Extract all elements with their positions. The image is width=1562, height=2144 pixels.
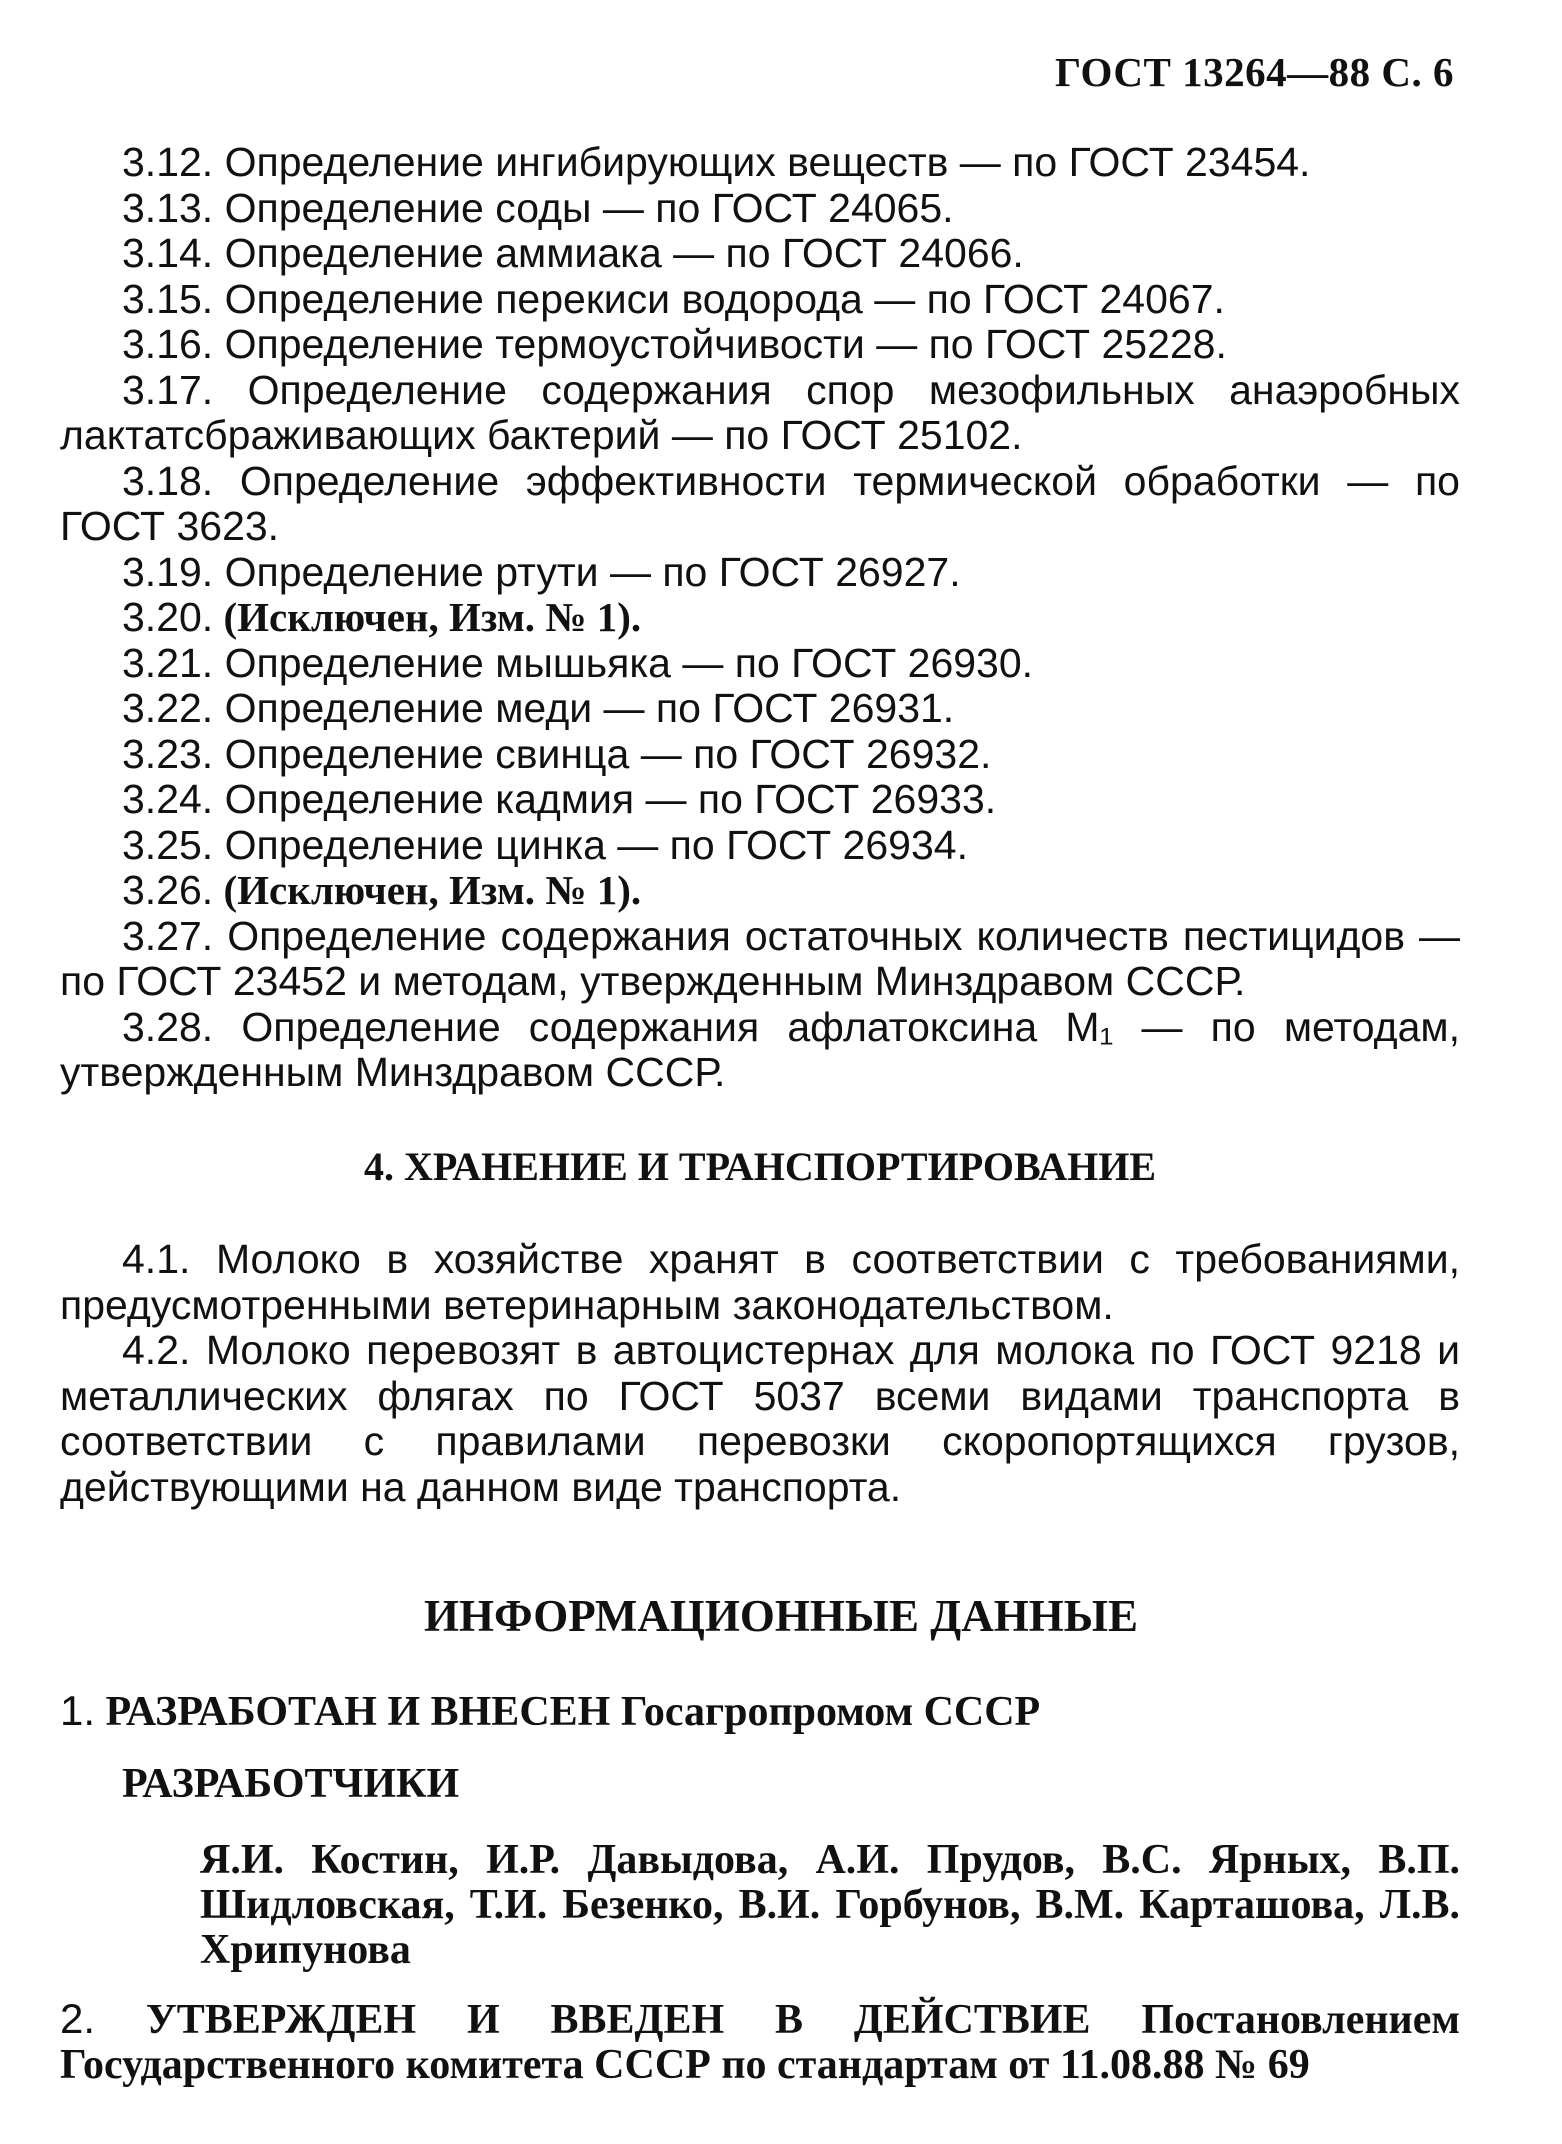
item-number: 3.13.: [122, 184, 214, 231]
item-text: Определение содержания афлатоксина М₁ — по методам, утвержденным Минздравом СССР.: [60, 1003, 1460, 1095]
item-number: 3.28.: [122, 1003, 214, 1050]
item-3-22: [60, 686, 1460, 732]
item-number: 3.22.: [122, 685, 214, 731]
info-item-1: [60, 1688, 1460, 1735]
item-3-13: [60, 186, 1460, 232]
developers-list: Я.И. Костин, И.Р. Давыдова, А.И. Прудов, В.С. Ярных, В.П. Шидловская, Т.И. Безенко, В.И. Горбунов, В.М. Карташова, Л.В. Хрипунова: [200, 1837, 1460, 1973]
info-data-title: ИНФОРМАЦИОННЫЕ ДАННЫЕ: [424, 1591, 1138, 1641]
item-3-14: [60, 231, 1460, 277]
item-3-26: [60, 868, 1460, 914]
item-number: 3.20.: [122, 594, 214, 640]
section-4-title: 4. ХРАНЕНИЕ И ТРАНСПОРТИРОВАНИЕ: [364, 1143, 1156, 1189]
item-text: Определение содержания спор мезофильных анаэробных лактатсбраживающих бактерий — по ГОСТ 25102.: [60, 366, 1460, 458]
info-item-number: 1.: [60, 1687, 96, 1734]
info-item-text: РАЗРАБОТАН И ВНЕСЕН Госагропромом СССР: [105, 1689, 1041, 1735]
item-text: (Исключен, Изм. № 1).: [223, 594, 642, 640]
item-4-2: [60, 1328, 1460, 1510]
item-number: 3.21.: [122, 639, 214, 686]
item-number: 3.12.: [122, 139, 214, 185]
item-number: 3.25.: [122, 821, 214, 868]
item-3-28: [60, 1005, 1460, 1096]
item-number: 3.17.: [122, 366, 214, 413]
info-item-number: 2.: [60, 1995, 96, 2042]
page-header: ГОСТ 13264—88 С. 6: [1054, 49, 1454, 95]
item-3-19: [60, 550, 1460, 596]
item-text: Определение перекиси водорода — по ГОСТ 24067.: [224, 275, 1225, 322]
item-3-27: [60, 914, 1460, 1005]
info-item-2: [60, 1996, 1460, 2088]
item-text: (Исключен, Изм. № 1).: [223, 867, 642, 913]
info-item-text: УТВЕРЖДЕН И ВВЕДЕН В ДЕЙСТВИЕ Постановлением Государственного комитета СССР по стандартам от 11.08.88 № 69: [60, 1997, 1460, 2088]
item-number: 3.27.: [122, 912, 214, 959]
item-text: Определение меди — по ГОСТ 26931.: [224, 685, 955, 731]
item-text: Определение мышьяка — по ГОСТ 26930.: [224, 639, 1034, 686]
item-3-24: [60, 777, 1460, 823]
item-3-15: [60, 277, 1460, 323]
item-4-1: [60, 1237, 1460, 1328]
item-3-12: [60, 140, 1460, 186]
item-number: 3.14.: [122, 230, 214, 276]
item-text: Определение цинка — по ГОСТ 26934.: [224, 821, 968, 868]
item-text: Определение термоустойчивости — по ГОСТ 25228.: [224, 321, 1227, 367]
developers-label: РАЗРАБОТЧИКИ: [122, 1761, 460, 1807]
item-text: Определение ингибирующих веществ — по ГОСТ 23454.: [224, 139, 1311, 185]
item-text: Определение кадмия — по ГОСТ 26933.: [224, 776, 997, 822]
item-text: Молоко в хозяйстве хранят в соответствии с требованиями, предусмотренными ветеринарным законодательством.: [60, 1236, 1460, 1328]
item-text: Определение эффективности термической обработки — по ГОСТ 3623.: [60, 457, 1460, 549]
item-number: 3.16.: [122, 321, 214, 367]
item-text: Определение аммиака — по ГОСТ 24066.: [224, 230, 1024, 276]
item-3-16: [60, 322, 1460, 368]
item-text: Определение свинца — по ГОСТ 26932.: [224, 730, 992, 777]
item-number: 4.1.: [122, 1236, 191, 1282]
item-text: Определение содержания остаточных количеств пестицидов — по ГОСТ 23452 и методам, утвержденным Минздравом СССР.: [60, 912, 1460, 1004]
item-number: 4.2.: [122, 1327, 191, 1373]
item-3-23: [60, 732, 1460, 778]
document-body: [60, 140, 1460, 1510]
item-number: 3.15.: [122, 275, 214, 322]
item-text: Определение соды — по ГОСТ 24065.: [224, 184, 954, 231]
item-number: 3.23.: [122, 730, 214, 777]
item-3-21: [60, 641, 1460, 687]
item-number: 3.26.: [122, 867, 214, 913]
item-text: Определение ртути — по ГОСТ 26927.: [224, 548, 961, 595]
item-number: 3.18.: [122, 457, 214, 504]
item-3-20: [60, 595, 1460, 641]
item-number: 3.19.: [122, 548, 214, 595]
item-3-18: [60, 459, 1460, 550]
item-3-17: [60, 368, 1460, 459]
item-number: 3.24.: [122, 776, 214, 822]
item-3-25: [60, 823, 1460, 869]
item-text: Молоко перевозят в автоцистернах для молока по ГОСТ 9218 и металлических флягах по ГОСТ 5037 всеми видами транспорта в соответствии с правилами перевозки скоропортящихся грузов, действующими на данном виде транспорта.: [60, 1327, 1460, 1510]
